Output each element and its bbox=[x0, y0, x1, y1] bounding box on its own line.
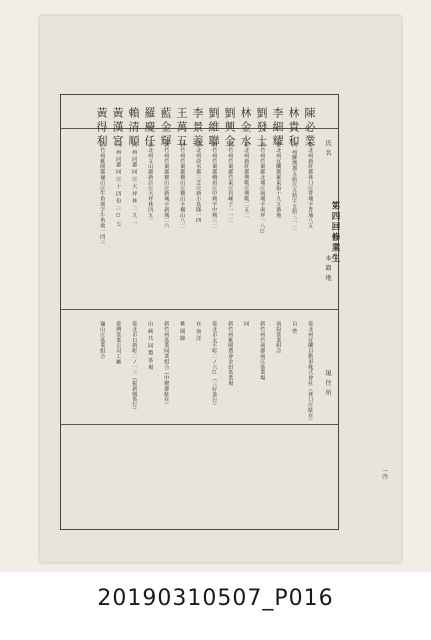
entry-origin: 臺北州新莊郡林口庄菁埔字菁埔八五 bbox=[307, 142, 314, 229]
entry-residence: 山 峽 共 同 製 茶 場 bbox=[147, 321, 154, 370]
entry-residence: 新竹州桃園農會金田茶業場 bbox=[227, 321, 234, 386]
header-residence: 現 住 所 bbox=[324, 370, 331, 397]
entry-residence: 在 南 洋 bbox=[195, 321, 202, 341]
entry-residence: 同 bbox=[243, 321, 250, 327]
table-bottom-divider bbox=[61, 424, 338, 425]
entry-name: 劉發土 bbox=[255, 107, 268, 149]
entry-name: 李景義 bbox=[191, 107, 204, 149]
entry-name: 劉興金 bbox=[223, 107, 236, 149]
page-number: 一四 bbox=[381, 468, 387, 479]
entry-residence: 新竹州竹南郡南庄茶業場 bbox=[259, 321, 266, 381]
entry-name: 賴清順 bbox=[127, 107, 140, 149]
entry-origin: 臺北州新莊郡鶯歌庄鶯歌二五二 bbox=[243, 142, 250, 218]
document-page bbox=[40, 16, 401, 562]
entry-residence: 桃 園 驛 bbox=[179, 321, 186, 341]
entry-name: 陳必業 bbox=[303, 107, 316, 149]
entry-origin: 臺北州宜蘭郡羅東街十九五番地 bbox=[275, 142, 282, 218]
entry-residence: 自 營 bbox=[291, 321, 298, 334]
entry-name: 羅慶任 bbox=[143, 107, 156, 149]
entry-name: 李細耀 bbox=[271, 107, 284, 149]
entry-name: 林金水 bbox=[239, 107, 252, 149]
entry-origin: 同 州蘇澳郡五結庄五結字五結三一二 bbox=[291, 142, 298, 231]
entry-name: 王萬五 bbox=[175, 107, 188, 149]
image-caption: 20190310507_P016 bbox=[97, 586, 334, 611]
entry-residence: 臺北州宜蘭自動車株式會社（林口庄駐在） bbox=[307, 321, 314, 424]
entry-residence: 臺灣茶業公司工廠 bbox=[115, 321, 122, 365]
entry-origin: 新竹州竹東郡北埔庄南埔字南坪一八○ bbox=[259, 142, 266, 235]
entry-origin: 新竹州竹東郡峨眉庄中興字中興三二 bbox=[211, 142, 218, 229]
entry-origin: 臺北州文山郡新店庄大坪林四五一 bbox=[147, 142, 154, 223]
entry-origin: 新竹州竹東郡寶山庄新城字新城二六 bbox=[163, 142, 170, 229]
entry-origin: 新竹州竹東郡竹東庄員崠子一一二 bbox=[227, 142, 234, 223]
entry-origin: 同 州 同郡 同 庄 大 坪 林 二 九 一 bbox=[131, 142, 138, 226]
entry-origin: 新竹州竹東郡橫山庄橫山字橫山八二 bbox=[179, 142, 186, 229]
entry-name: 黃漢宮 bbox=[111, 107, 124, 149]
entry-name: 林貴和 bbox=[287, 107, 300, 149]
entry-residence: 龜山庄茶業組合 bbox=[99, 321, 106, 359]
entry-name: 藍金輝 bbox=[159, 107, 172, 149]
entry-origin: 新竹州桃園郡龜山庄牛角坡字牛角坡一四三 bbox=[99, 142, 106, 245]
origin-residence-divider bbox=[61, 309, 338, 310]
entry-residence: 南投茶業組合 bbox=[275, 321, 282, 354]
header-name: 氏 名 bbox=[324, 140, 331, 157]
entry-origin: 臺北州淡水郡三芝庄新小基隆一四 bbox=[195, 142, 202, 223]
entry-residence: 臺北市日新町二ノ一三（振新號茶行） bbox=[131, 321, 138, 413]
entry-name: 黃得利 bbox=[95, 107, 108, 149]
entry-residence: 新竹州茶業同業組合（中壢郡駐在） bbox=[163, 321, 170, 408]
entry-name: 劉維聯 bbox=[207, 107, 220, 149]
header-origin: 本 籍 地 bbox=[324, 255, 331, 282]
entry-origin: 同 州 同郡 同 庄 十 四 份 三 ○ 七 bbox=[115, 142, 122, 227]
section-title: 第四回修業生 bbox=[330, 201, 340, 264]
register-table bbox=[60, 94, 339, 530]
entry-residence: 臺北市太平町二ノ六○（三好茶行） bbox=[211, 321, 218, 409]
